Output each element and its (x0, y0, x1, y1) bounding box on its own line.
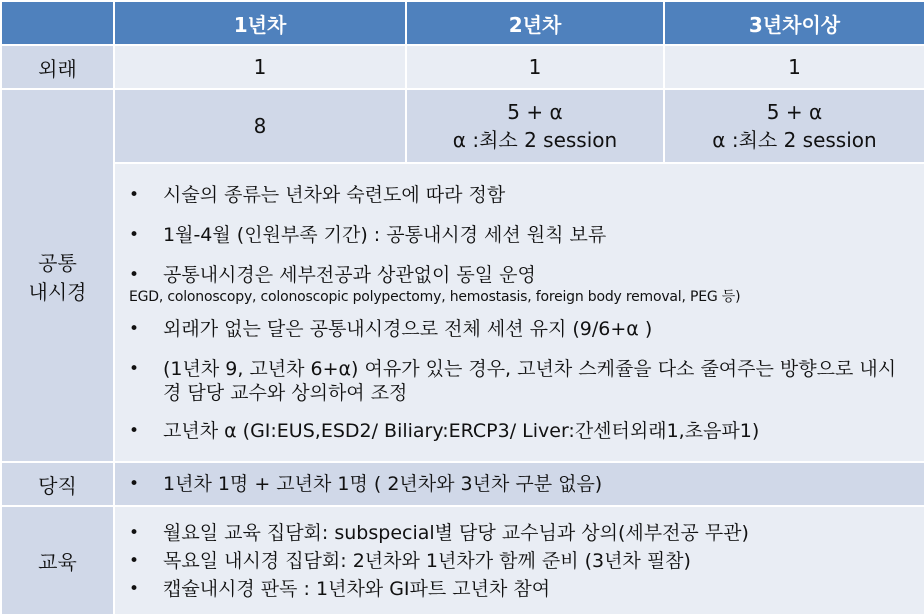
endoscopy-label (1, 89, 114, 462)
duty-notes (114, 462, 924, 506)
header-year1: 1년차 (114, 1, 406, 45)
education-notes (114, 506, 924, 615)
outpatient-year2: 1 (406, 45, 664, 89)
endoscopy-year2-line1: 5 + α (507, 99, 563, 124)
list-item: • 고년차 α (GI:EUS,ESD2/ Biliary:ERCP3/ Liver:간센터외래1,초음파1) (129, 419, 914, 443)
endoscopy-values-row (1, 89, 924, 163)
endoscopy-label-line2: 내시경 (28, 279, 87, 304)
outpatient-year1: 1 (114, 45, 406, 89)
list-item (129, 263, 914, 307)
outpatient-label: 외래 (1, 45, 114, 89)
endoscopy-notes-row (1, 163, 924, 462)
list-item-text: 공통내시경은 세부전공과 상관없이 동일 운영 (163, 263, 536, 286)
education-row (1, 506, 924, 615)
duty-bullet-list (115, 472, 924, 496)
duty-row (1, 462, 924, 506)
procedure-list-text: EGD, colonoscopy, colonoscopic polypectomy, hemostasis, foreign body removal, PEG 등) (129, 288, 741, 305)
endoscopy-label-line1: 공통 (38, 250, 77, 275)
outpatient-year3: 1 (664, 45, 924, 89)
endoscopy-year2-line2: α :최소 2 session (452, 127, 618, 152)
header-year2: 2년차 (406, 1, 664, 45)
list-item: • 외래가 없는 달은 공통내시경으로 전체 세션 유지 (9/6+α ) (129, 317, 914, 341)
header-row (1, 1, 924, 45)
endoscopy-year3-line1: 5 + α (766, 99, 823, 124)
endoscopy-bullet-list (115, 183, 924, 443)
education-bullet-list (115, 521, 924, 601)
list-item: • (1년차 9, 고년차 6+α) 여유가 있는 경우, 고년차 스케쥴을 다소 줄여주는 방향으로 내시경 담당 교수와 상의하여 조정 (129, 357, 914, 405)
list-item: • 1년차 1명 + 고년차 1명 ( 2년차와 3년차 구분 없음) (129, 472, 914, 496)
list-item: • 캡슐내시경 판독 : 1년차와 GI파트 고년차 참여 (129, 577, 914, 601)
endoscopy-year3 (664, 89, 924, 163)
header-year3: 3년차이상 (664, 1, 924, 45)
header-corner (1, 1, 114, 45)
endoscopy-notes (114, 163, 924, 462)
endoscopy-year3-line2: α :최소 2 session (712, 127, 877, 152)
list-item: • 시술의 종류는 년차와 숙련도에 따라 정함 (129, 183, 914, 207)
list-item: • 목요일 내시경 집담회: 2년차와 1년차가 함께 준비 (3년차 필참) (129, 549, 914, 573)
list-item: • 월요일 교육 집담회: subspecial별 담당 교수님과 상의(세부전공 무관) (129, 521, 914, 545)
endoscopy-year1: 8 (114, 89, 406, 163)
outpatient-row (1, 45, 924, 89)
list-item: • 1월-4월 (인원부족 기간) : 공통내시경 세션 원칙 보류 (129, 223, 914, 247)
endoscopy-year2 (406, 89, 664, 163)
education-label: 교육 (1, 506, 114, 615)
duty-label: 당직 (1, 462, 114, 506)
